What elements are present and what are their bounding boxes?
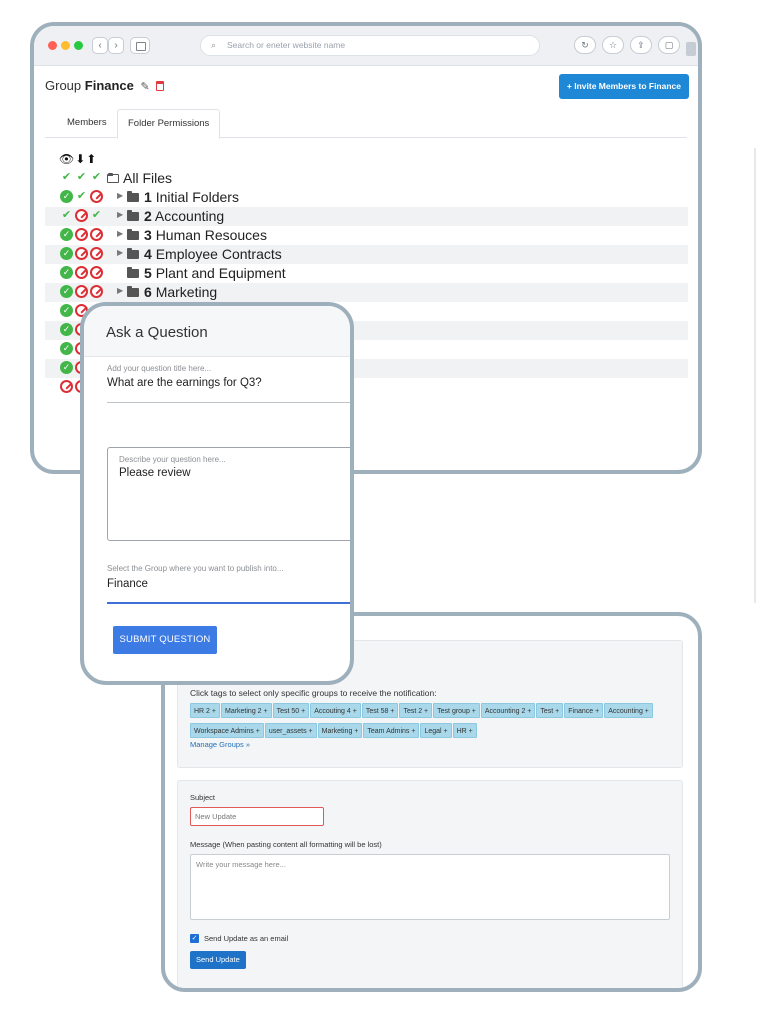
send-update-button[interactable]: Send Update: [190, 951, 246, 969]
permission-icons: [60, 209, 108, 224]
share-icon[interactable]: ⇪: [630, 36, 652, 54]
update-form: [177, 780, 683, 990]
group-tag[interactable]: Test +: [536, 703, 563, 718]
search-icon: ⌕: [211, 40, 217, 50]
page-title: [45, 78, 164, 93]
folder-row[interactable]: [45, 245, 688, 264]
expand-caret-icon[interactable]: ▶: [117, 210, 124, 219]
denied-circle-icon[interactable]: [75, 209, 88, 222]
folder-number: 5: [144, 265, 152, 281]
permission-icons: [60, 247, 108, 262]
denied-circle-icon[interactable]: [90, 190, 103, 203]
group-name: Finance: [84, 78, 134, 93]
question-title-underline: [107, 402, 354, 403]
permission-icons: [60, 190, 108, 205]
folder-number: 2: [144, 208, 152, 224]
allowed-check-circle-icon[interactable]: ✓: [60, 342, 73, 355]
folder-label: Initial Folders: [155, 189, 239, 205]
inherited-check-icon[interactable]: ✔: [91, 171, 102, 183]
folder-icon: [127, 269, 139, 278]
expand-caret-icon[interactable]: ▶: [117, 229, 124, 238]
ask-question-title: Ask a Question: [106, 324, 208, 341]
folder-name[interactable]: [144, 264, 286, 283]
folder-label: All Files: [123, 170, 173, 186]
ask-question-card: [80, 302, 354, 685]
group-prefix: Group: [45, 78, 82, 93]
denied-circle-icon[interactable]: [75, 285, 88, 298]
group-tag[interactable]: Test 50 +: [273, 703, 310, 718]
trash-delete-icon[interactable]: [156, 81, 164, 91]
group-tag[interactable]: user_assets +: [265, 723, 317, 738]
question-title-input[interactable]: What are the earnings for Q3?: [107, 377, 262, 389]
folder-icon: [127, 193, 139, 202]
group-select-label: Select the Group where you want to publish into...: [107, 564, 284, 573]
background-frame: [754, 148, 761, 603]
tab-folder-permissions[interactable]: Folder Permissions: [117, 109, 220, 139]
invite-members-button[interactable]: + Invite Members to Finance: [559, 74, 689, 99]
group-tag[interactable]: Accouting 4 +: [310, 703, 361, 718]
allowed-check-circle-icon[interactable]: ✓: [60, 190, 73, 203]
inherited-check-icon[interactable]: ✔: [91, 209, 102, 221]
folder-name[interactable]: [144, 188, 239, 207]
permission-icons: [60, 285, 108, 300]
back-arrow-icon[interactable]: ‹: [92, 37, 108, 54]
folder-label: Plant and Equipment: [155, 265, 286, 281]
folder-name[interactable]: [144, 207, 224, 226]
allowed-check-circle-icon[interactable]: ✓: [60, 304, 73, 317]
reload-icon[interactable]: ↻: [574, 36, 596, 54]
group-tabs: [45, 109, 687, 138]
toolbar-extension-icon[interactable]: [686, 42, 696, 56]
folder-icon: [127, 250, 139, 259]
folder-row[interactable]: [45, 207, 688, 226]
folder-name[interactable]: [144, 226, 267, 245]
close-window-icon[interactable]: [48, 41, 57, 50]
folder-icon: [127, 231, 139, 240]
group-tag[interactable]: HR 2 +: [190, 703, 220, 718]
denied-circle-icon[interactable]: [75, 247, 88, 260]
permission-columns-header: 👁⬇⬆: [59, 152, 98, 166]
folder-number: 4: [144, 246, 152, 262]
group-tag[interactable]: Test 58 +: [362, 703, 399, 718]
forward-arrow-icon[interactable]: ›: [108, 37, 124, 54]
group-tag[interactable]: Accounting 2 +: [481, 703, 536, 718]
folder-icon: [127, 212, 139, 221]
folder-label: Accounting: [154, 208, 225, 224]
send-email-label: Send Update as an email: [204, 934, 289, 943]
folder-name[interactable]: [144, 283, 217, 302]
inherited-check-icon[interactable]: ✔: [76, 190, 87, 202]
folder-open-icon: [107, 174, 119, 183]
tabs-overview-icon[interactable]: ▢: [658, 36, 680, 54]
folder-icon: [127, 288, 139, 297]
tags-caption: Click tags to select only specific groups to receive the notification:: [190, 688, 437, 698]
allowed-check-circle-icon[interactable]: ✓: [60, 285, 73, 298]
message-label: Message (When pasting content all formatting will be lost): [190, 840, 382, 849]
sidebar-toggle-icon[interactable]: [130, 37, 150, 54]
folder-number: 3: [144, 227, 152, 243]
address-bar-placeholder: Search or eneter website name: [227, 40, 346, 50]
folder-number: 6: [144, 284, 152, 300]
folder-row[interactable]: [45, 264, 688, 283]
group-tag[interactable]: Marketing 2 +: [221, 703, 272, 718]
denied-circle-icon[interactable]: [90, 228, 103, 241]
pencil-edit-icon[interactable]: ✎: [140, 81, 150, 93]
denied-circle-icon[interactable]: [60, 380, 73, 393]
group-tag[interactable]: Finance +: [564, 703, 603, 718]
subject-label: Subject: [190, 793, 216, 802]
divider: [84, 356, 350, 357]
permission-icons: [60, 228, 108, 243]
folder-name[interactable]: [123, 169, 172, 188]
question-description-value: Please review: [119, 467, 191, 479]
folder-row[interactable]: [45, 169, 688, 188]
group-tag[interactable]: HR +: [453, 723, 477, 738]
submit-question-button[interactable]: SUBMIT QUESTION: [113, 626, 217, 654]
denied-circle-icon[interactable]: [75, 228, 88, 241]
expand-caret-icon[interactable]: ▶: [117, 286, 124, 295]
expand-caret-icon[interactable]: ▶: [117, 191, 124, 200]
inherited-check-icon[interactable]: ✔: [61, 171, 72, 183]
allowed-check-circle-icon[interactable]: ✓: [60, 228, 73, 241]
folder-row[interactable]: [45, 226, 688, 245]
allowed-check-circle-icon[interactable]: ✓: [60, 247, 73, 260]
folder-label: Employee Contracts: [155, 246, 282, 262]
allowed-check-circle-icon[interactable]: ✓: [60, 266, 73, 279]
question-title-label: Add your question title here...: [107, 364, 212, 373]
group-tag[interactable]: Accounting +: [604, 703, 653, 718]
folder-row[interactable]: [45, 283, 688, 302]
folder-number: 1: [144, 189, 152, 205]
expand-caret-icon[interactable]: ▶: [117, 248, 124, 257]
group-tag[interactable]: Test group +: [433, 703, 480, 718]
folder-row[interactable]: [45, 188, 688, 207]
bookmark-star-icon[interactable]: ☆: [602, 36, 624, 54]
folder-label: Marketing: [155, 284, 218, 300]
minimize-window-icon[interactable]: [61, 41, 70, 50]
denied-circle-icon[interactable]: [75, 266, 88, 279]
inherited-check-icon[interactable]: ✔: [76, 171, 87, 183]
group-select[interactable]: Finance: [107, 578, 148, 590]
address-bar[interactable]: [200, 35, 540, 56]
group-tags: [190, 700, 670, 740]
group-tag[interactable]: Workspace Admins +: [190, 723, 264, 738]
denied-circle-icon[interactable]: [90, 285, 103, 298]
folder-name[interactable]: [144, 245, 282, 264]
maximize-window-icon[interactable]: [74, 41, 83, 50]
group-tag[interactable]: Marketing +: [318, 723, 363, 738]
browser-toolbar: [34, 26, 698, 66]
denied-circle-icon[interactable]: [90, 247, 103, 260]
subject-input[interactable]: New Update: [190, 807, 324, 826]
send-email-checkbox[interactable]: ✓: [191, 935, 198, 942]
denied-circle-icon[interactable]: [90, 266, 103, 279]
group-tag[interactable]: Test 2 +: [399, 703, 432, 718]
tab-members[interactable]: Members: [67, 117, 107, 128]
group-tag[interactable]: Team Admins +: [363, 723, 419, 738]
question-description-label: Describe your question here...: [119, 455, 226, 464]
inherited-check-icon[interactable]: ✔: [61, 209, 72, 221]
message-textarea[interactable]: Write your message here...: [190, 854, 670, 920]
allowed-check-circle-icon[interactable]: ✓: [60, 323, 73, 336]
group-tag[interactable]: Legal +: [420, 723, 451, 738]
folder-label: Human Resouces: [155, 227, 267, 243]
permission-icons: [60, 266, 108, 281]
permission-icons: [60, 171, 108, 186]
manage-groups-link[interactable]: Manage Groups »: [190, 740, 251, 749]
group-select-underline: [107, 602, 354, 604]
allowed-check-circle-icon[interactable]: ✓: [60, 361, 73, 374]
